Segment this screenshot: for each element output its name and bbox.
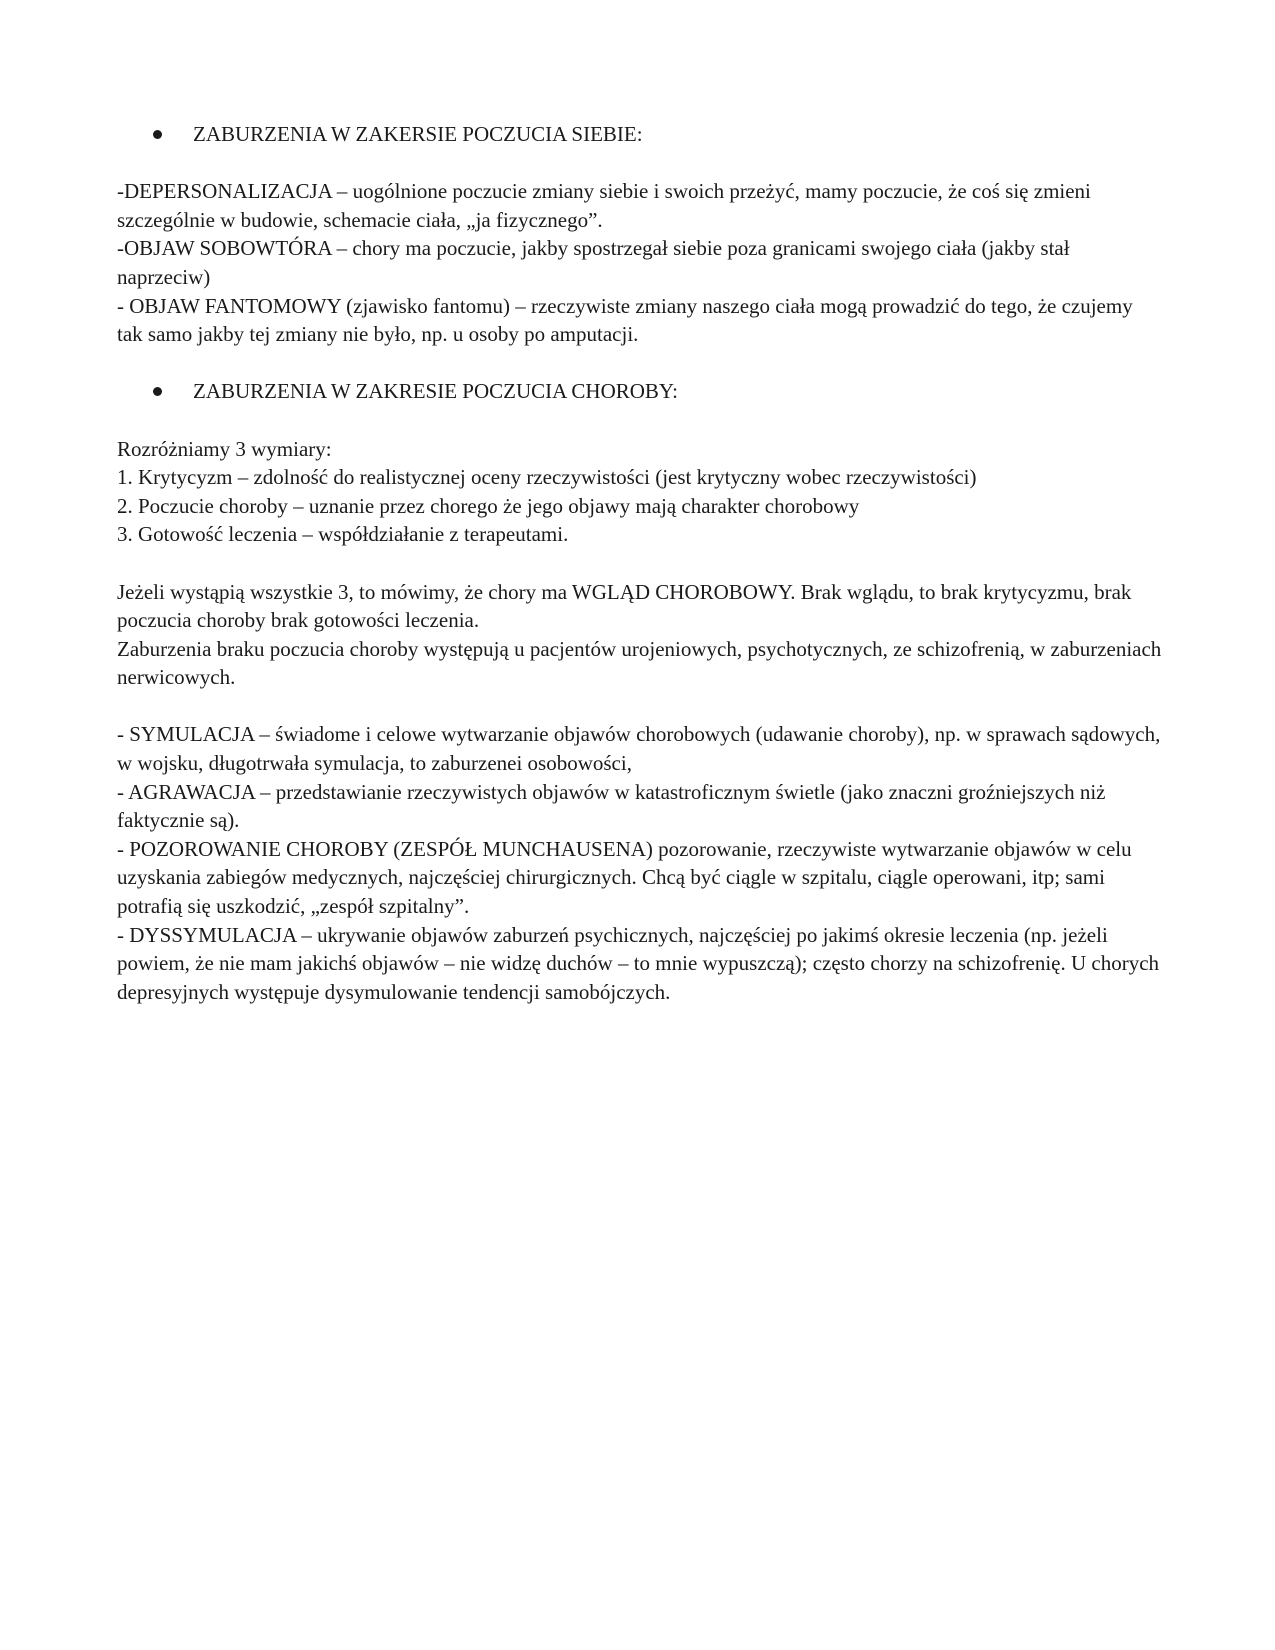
paragraph-dissimulation: - DYSSYMULACJA – ukrywanie objawów zaburzeń psychicznych, najczęściej po jakimś okresie leczenia (np. jeżeli powiem, że nie mam jakichś objawów – nie widzę duchów – to mnie wypuszczą); często chorzy na schizofrenię. U chorych depresyjnych występuje dysymulowanie tendencji samobójczych. (117, 922, 1160, 1004)
spacer (117, 349, 1162, 378)
list-item: 3. Gotowość leczenia – współdziałanie z terapeutami. (117, 522, 569, 547)
spacer (117, 692, 1162, 721)
paragraph-lack-of-insight: Zaburzenia braku poczucia choroby występują u pacjentów urojeniowych, psychotycznych, ze schizofrenią, w zaburzeniach nerwicowych. (117, 636, 1162, 690)
document-body (117, 120, 1162, 1006)
spacer (117, 406, 1162, 435)
spacer (117, 549, 1162, 578)
paragraph-aggravation: - AGRAWACJA – przedstawianie rzeczywistych objawów w katastroficznym świetle (jako znaczni groźniejszych niż faktycznie są). (117, 779, 1106, 833)
paragraph-munchausen: - POZOROWANIE CHOROBY (ZESPÓŁ MUNCHAUSENA) pozorowanie, rzeczywiste wytwarzanie objawów w celu uzyskania zabiegów medycznych, najczęściej chirurgicznych. Chcą być ciągle w szpitalu, ciągle operowani, itp; sami potrafią się uszkodzić, „zespół szpitalny”. (117, 836, 1132, 919)
paragraph-phantom: - OBJAW FANTOMOWY (zjawisko fantomu) – rzeczywiste zmiany naszego ciała mogą prowadzić do tego, że czujemy tak samo jakby tej zmiany nie było, np. u osoby po amputacji. (117, 293, 1133, 347)
section-heading-self (117, 120, 1162, 149)
section-heading-illness (117, 377, 1162, 406)
bullet-icon (153, 130, 162, 139)
heading-text: ZABURZENIA W ZAKERSIE POCZUCIA SIEBIE: (193, 122, 643, 146)
paragraph-simulation: - SYMULACJA – świadome i celowe wytwarzanie objawów chorobowych (udawanie choroby), np. w sprawach sądowych, w wojsku, długotrwała symulacja, to zaburzenei osobowości, (117, 722, 1161, 776)
list-item: 2. Poczucie choroby – uznanie przez chorego że jego objawy mają charakter chorobowy (117, 493, 860, 518)
spacer (117, 149, 1162, 178)
paragraph-depersonalization: -DEPERSONALIZACJA – uogólnione poczucie zmiany siebie i swoich przeżyć, mamy poczucie, że coś się zmieni szczególnie w budowie, schemacie ciała, „ja fizycznego”. (117, 179, 1091, 232)
bullet-icon (153, 387, 162, 396)
heading-text: ZABURZENIA W ZAKRESIE POCZUCIA CHOROBY: (193, 379, 678, 404)
list-item: 1. Krytycyzm – zdolność do realistycznej oceny rzeczywistości (jest krytyczny wobec rzeczywistości) (117, 465, 977, 490)
paragraph-insight: Jeżeli wystąpią wszystkie 3, to mówimy, że chory ma WGLĄD CHOROBOWY. Brak wglądu, to brak krytycyzmu, brak poczucia choroby brak gotowości leczenia. (117, 579, 1132, 633)
paragraph-intro: Rozróżniamy 3 wymiary: (117, 436, 332, 461)
paragraph-doppelganger: -OBJAW SOBOWTÓRA – chory ma poczucie, jakby spostrzegał siebie poza granicami swojego ciała (jakby stał naprzeciw) (117, 236, 1070, 289)
